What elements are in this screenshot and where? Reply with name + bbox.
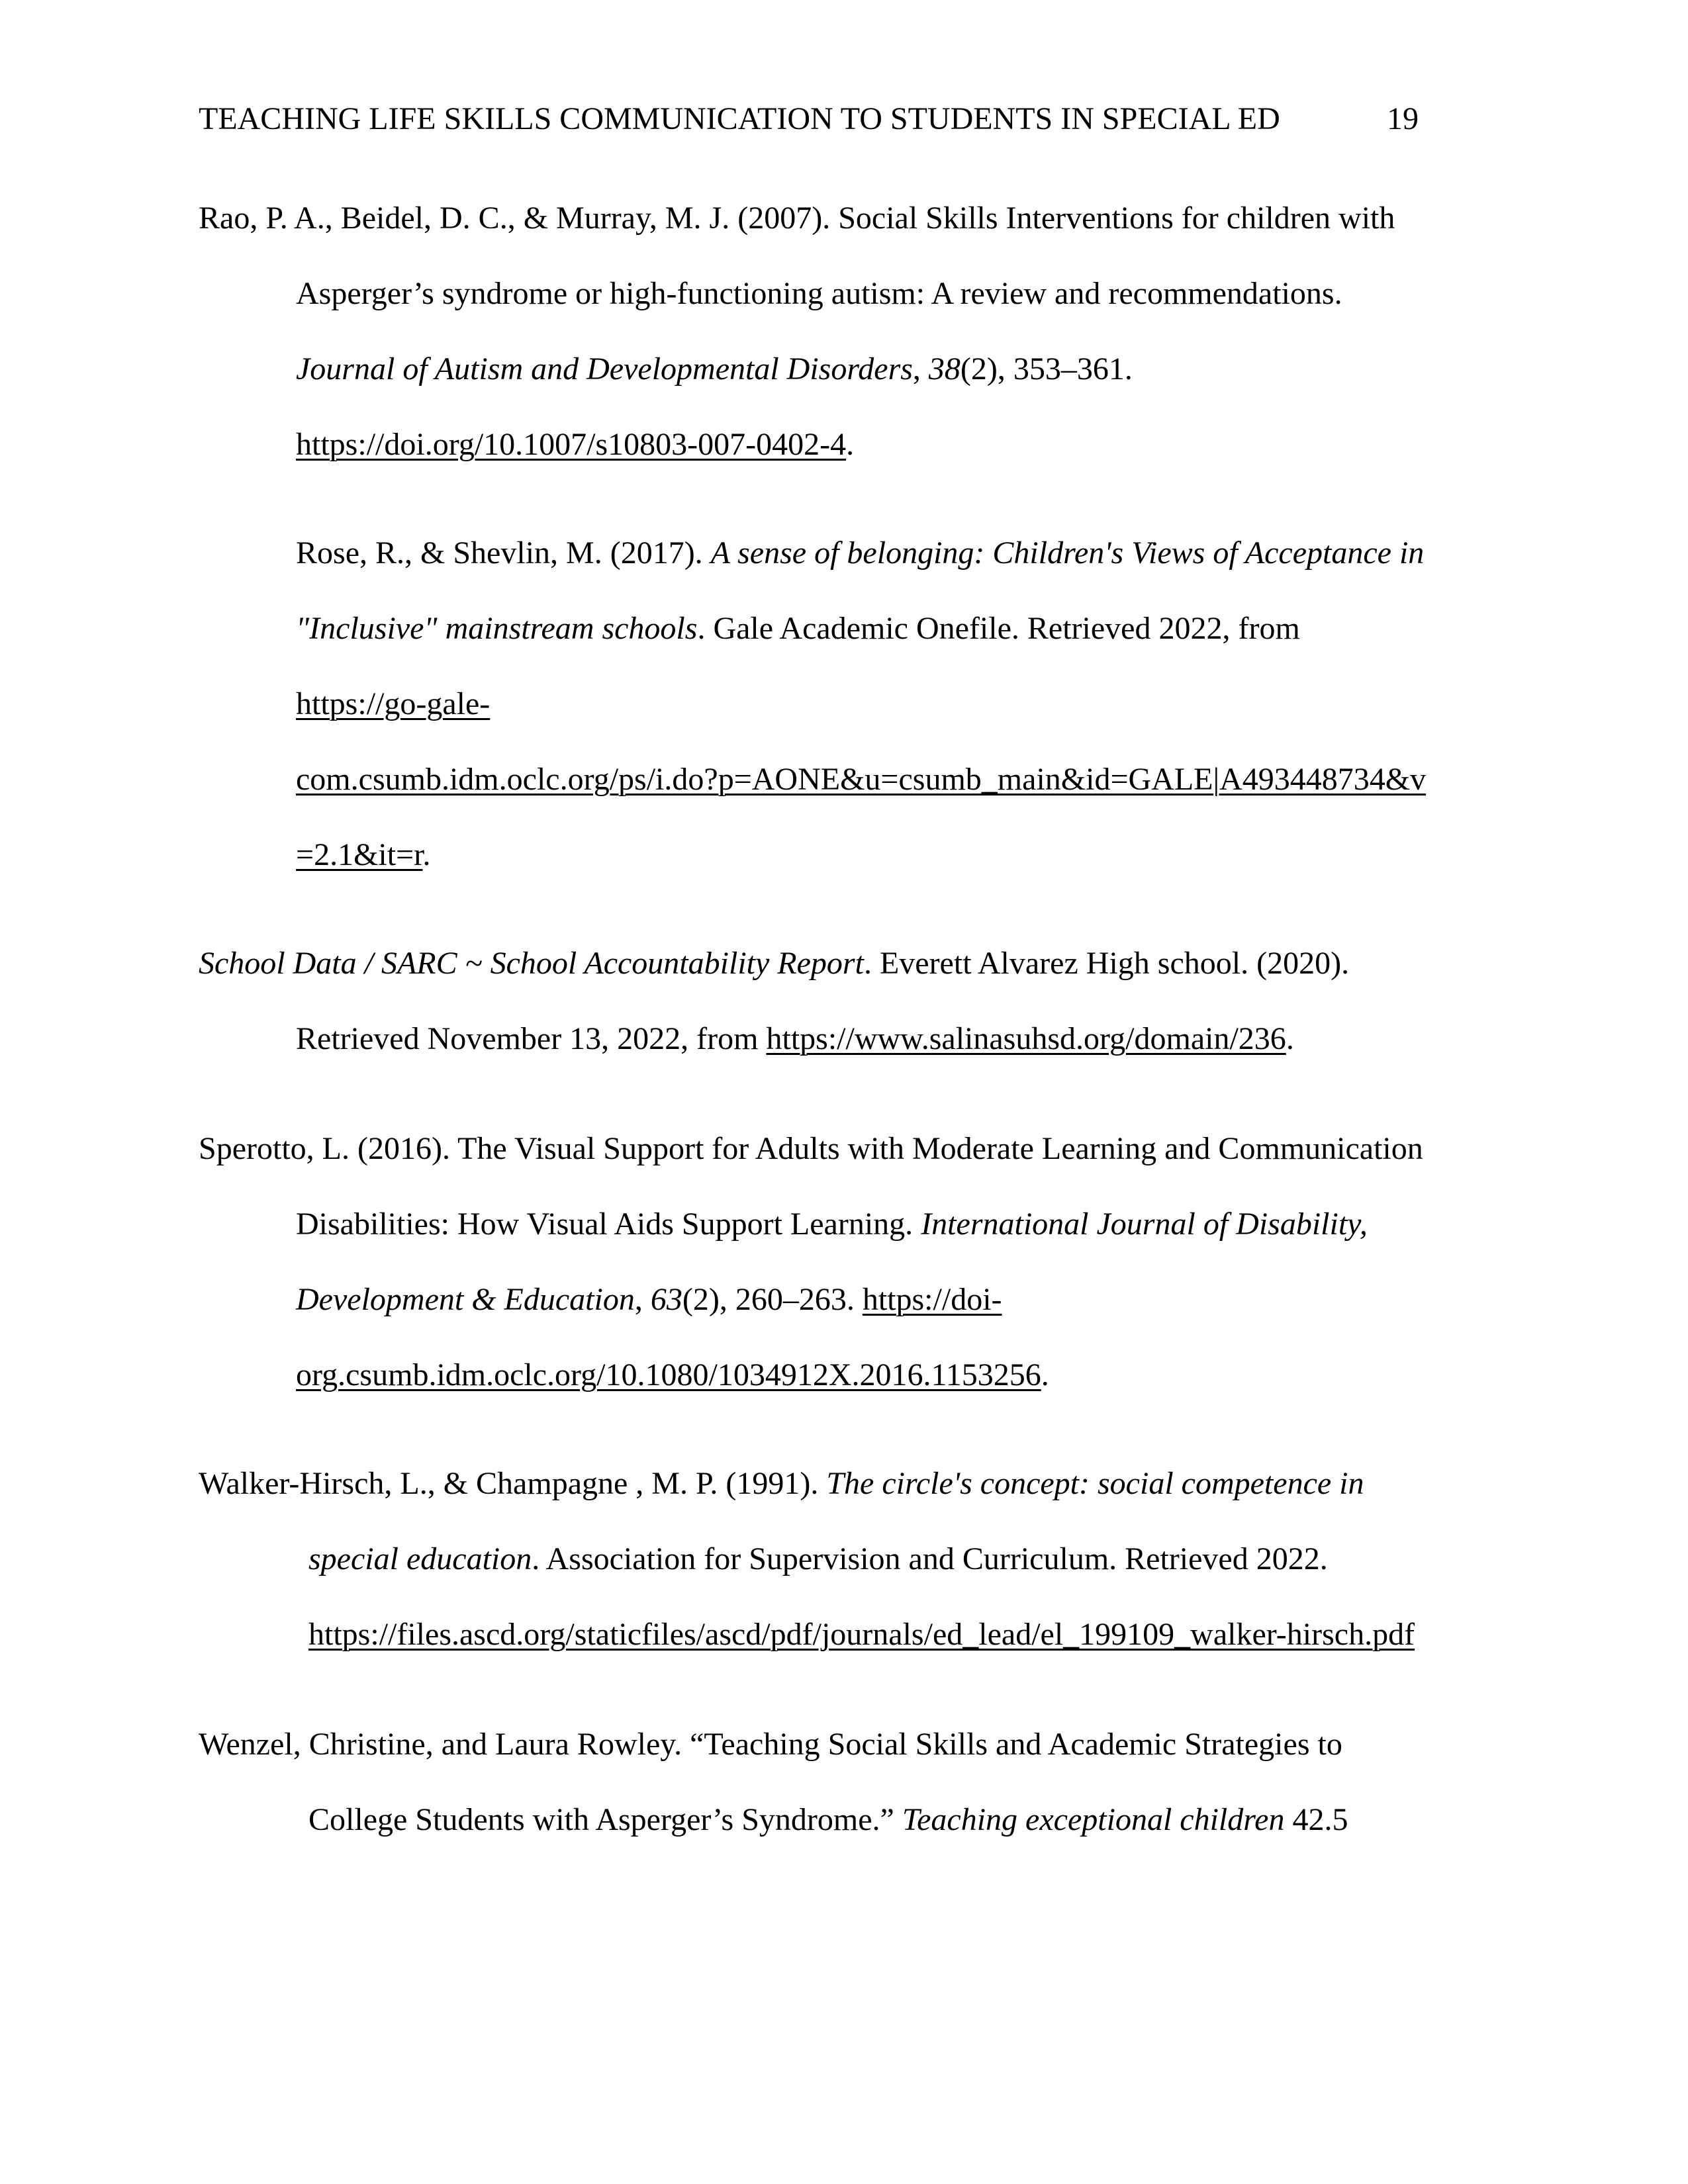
doi-link[interactable]: https://doi.org/10.1007/s10803-007-0402-4 — [296, 427, 847, 462]
url-link[interactable]: =2.1&it=r — [296, 837, 423, 872]
reference-line — [199, 1725, 1342, 1764]
reference-text: Asperger’s syndrome or high-functioning autism: A review and recommendations. — [296, 276, 1342, 311]
reference-text: Retrieved November 13, 2022, from — [296, 1021, 767, 1056]
volume-number: 38 — [928, 351, 961, 387]
reference-line — [296, 274, 1342, 314]
url-link[interactable]: https://go-gale- — [296, 686, 491, 721]
reference-text: . — [846, 427, 855, 462]
reference-text: Sperotto, L. (2016). The Visual Support for Adults with Moderate Learning and Communication — [199, 1131, 1423, 1166]
reference-text: College Students with Asperger’s Syndrome.” — [308, 1802, 902, 1837]
reference-line — [296, 684, 490, 724]
reference-line — [199, 1129, 1423, 1169]
running-head: TEACHING LIFE SKILLS COMMUNICATION TO STUDENTS IN SPECIAL ED — [199, 101, 1280, 136]
reference-line — [296, 1280, 1002, 1320]
doi-link[interactable]: https://doi- — [862, 1282, 1002, 1317]
reference-line — [296, 1019, 1294, 1059]
reference-text: . Everett Alvarez High school. (2020). — [863, 946, 1350, 981]
reference-line — [199, 1464, 1364, 1504]
reference-line — [199, 199, 1395, 238]
reference-line — [296, 1355, 1049, 1395]
reference-line — [308, 1800, 1348, 1840]
url-link[interactable]: com.csumb.idm.oclc.org/ps/i.do?p=AONE&u=csumb_main&id=GALE|A493448734&v — [296, 762, 1427, 797]
reference-text: . — [1041, 1357, 1049, 1392]
reference-text: , — [634, 1282, 651, 1317]
work-title: The circle's concept: social competence in — [826, 1466, 1364, 1501]
reference-text: Disabilities: How Visual Aids Support Learning. — [296, 1206, 921, 1242]
reference-text: . Gale Academic Onefile. Retrieved 2022, from — [697, 611, 1300, 646]
reference-text: 42.5 — [1284, 1802, 1348, 1837]
reference-text: Rose, R., & Shevlin, M. (2017). — [296, 535, 711, 570]
reference-line — [296, 533, 1424, 573]
volume-number: 63 — [650, 1282, 682, 1317]
reference-text: . Association for Supervision and Curriculum. Retrieved 2022. — [532, 1541, 1328, 1576]
reference-line — [296, 609, 1300, 649]
reference-line — [296, 835, 430, 875]
journal-title: International Journal of Disability, — [921, 1206, 1368, 1242]
work-title: School Data / SARC ~ School Accountability Report — [199, 946, 864, 981]
reference-text: . — [422, 837, 431, 872]
reference-line — [296, 760, 1426, 799]
reference-line — [199, 944, 1349, 983]
reference-text: Wenzel, Christine, and Laura Rowley. “Teaching Social Skills and Academic Strategies to — [199, 1727, 1342, 1762]
url-link[interactable]: https://www.salinasuhsd.org/domain/236 — [766, 1021, 1286, 1056]
reference-line — [296, 349, 1133, 389]
reference-text: (2), 353–361. — [960, 351, 1133, 387]
journal-title: Teaching exceptional children — [902, 1802, 1285, 1837]
page-number: 19 — [1387, 101, 1419, 136]
reference-line — [296, 1205, 1368, 1244]
reference-text: , — [912, 351, 929, 387]
work-title: A sense of belonging: Children's Views of Acceptance in — [710, 535, 1425, 570]
reference-text: Walker-Hirsch, L., & Champagne , M. P. (1991). — [199, 1466, 827, 1501]
journal-title: Journal of Autism and Developmental Disorders — [296, 351, 913, 387]
work-title: "Inclusive" mainstream schools — [296, 611, 698, 646]
doi-link[interactable]: org.csumb.idm.oclc.org/10.1080/1034912X.2016.1153256 — [296, 1357, 1041, 1392]
url-link[interactable]: https://files.ascd.org/staticfiles/ascd/pdf/journals/ed_lead/el_199109_walker-hirsch.pdf — [308, 1617, 1415, 1652]
reference-text: Rao, P. A., Beidel, D. C., & Murray, M. J. (2007). Social Skills Interventions for children with — [199, 201, 1395, 236]
reference-text: . — [1286, 1021, 1294, 1056]
reference-text: (2), 260–263. — [682, 1282, 863, 1317]
reference-line — [296, 425, 854, 465]
journal-title: Development & Education — [296, 1282, 635, 1317]
reference-line — [308, 1539, 1328, 1579]
reference-line — [308, 1615, 1415, 1655]
work-title: special education — [308, 1541, 532, 1576]
